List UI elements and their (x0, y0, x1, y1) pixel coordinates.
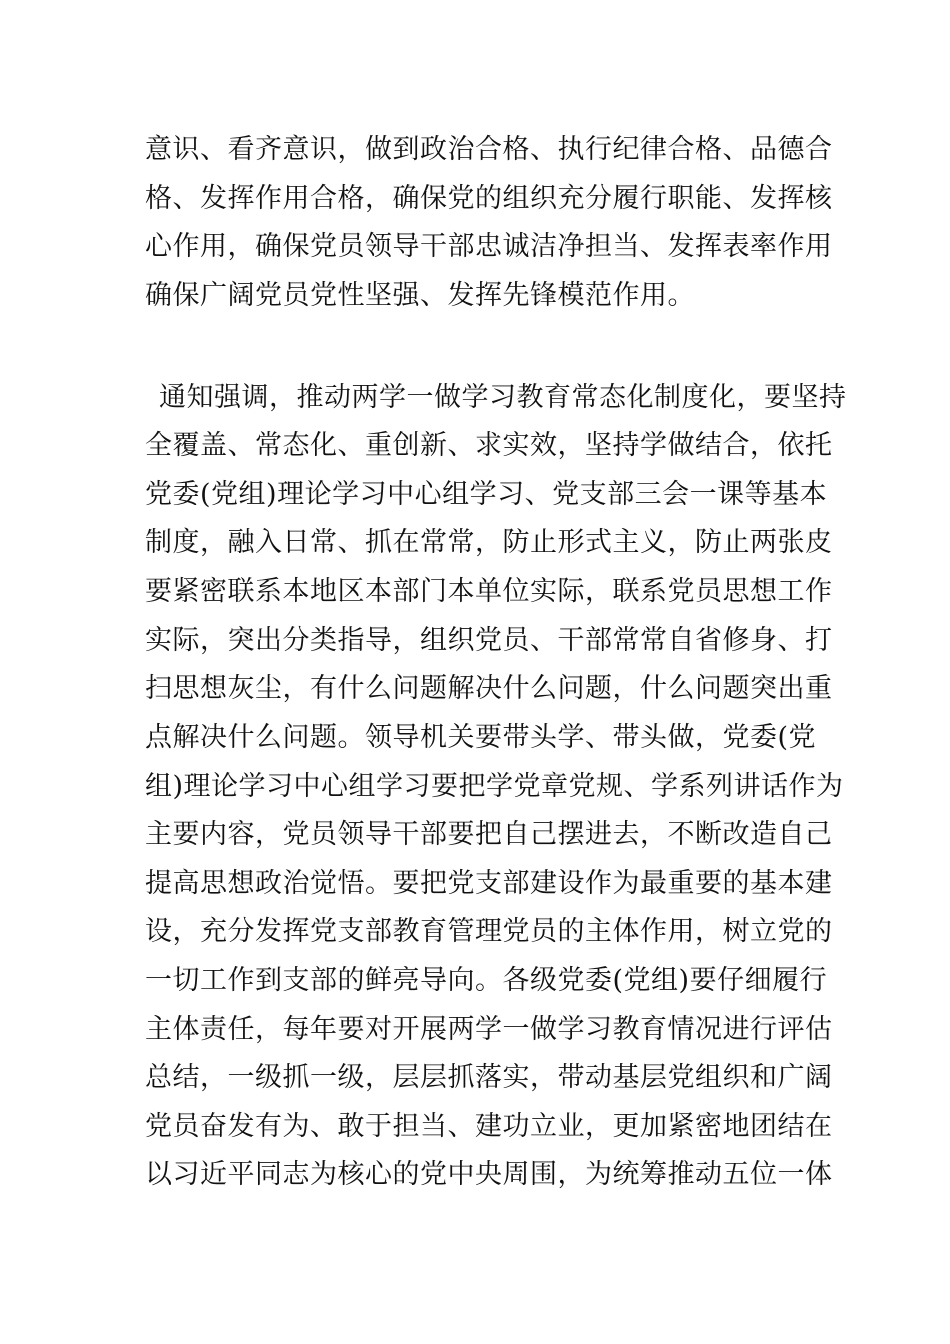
paragraph-2-line-13: 一切工作到支部的鲜亮导向。各级党委(党组)要仔细履行 (145, 965, 828, 996)
paragraph-2-line-16: 党员奋发有为、敢于担当、建功立业，更加紧密地团结在 (145, 1111, 833, 1142)
paragraph-2-line-6: 实际，突出分类指导，组织党员、干部常常自省修身、打 (145, 625, 833, 656)
paragraph-2-line-9: 组)理论学习中心组学习要把学党章党规、学系列讲话作为 (145, 771, 844, 802)
paragraph-2-line-5: 要紧密联系本地区本部门本单位实际，联系党员思想工作 (145, 576, 833, 607)
paragraph-1-line-2: 格、发挥作用合格，确保党的组织充分履行职能、发挥核 (145, 183, 833, 214)
paragraph-2-line-14: 主体责任，每年要对开展两学一做学习教育情况进行评估 (145, 1014, 833, 1045)
paragraph-1-line-1: 意识、看齐意识，做到政治合格、执行纪律合格、品德合 (145, 134, 833, 165)
paragraph-1-line-4: 确保广阔党员党性坚强、发挥先锋模范作用。 (145, 280, 695, 311)
paragraph-2-line-10: 主要内容，党员领导干部要把自己摆进去，不断改造自己 (145, 819, 833, 850)
paragraph-2-line-12: 设，充分发挥党支部教育管理党员的主体作用，树立党的 (145, 916, 833, 947)
paragraph-2-line-17: 以习近平同志为核心的党中央周围，为统筹推动五位一体 (145, 1159, 833, 1190)
paragraph-2-line-3: 党委(党组)理论学习中心组学习、党支部三会一课等基本 (145, 479, 828, 510)
paragraph-2-line-2: 全覆盖、常态化、重创新、求实效，坚持学做结合，依托 (145, 430, 833, 461)
paragraph-2-line-11: 提高思想政治觉悟。要把党支部建设作为最重要的基本建 (145, 868, 833, 899)
paragraph-2-line-4: 制度，融入日常、抓在常常，防止形式主义，防止两张皮 (145, 527, 833, 558)
paragraph-2-line-8: 点解决什么问题。领导机关要带头学、带头做，党委(党 (145, 722, 817, 753)
paragraph-1-line-3: 心作用，确保党员领导干部忠诚洁净担当、发挥表率作用 (145, 231, 833, 262)
paragraph-2-line-7: 扫思想灰尘，有什么问题解决什么问题，什么问题突出重 (145, 673, 833, 704)
paragraph-2-line-1: 通知强调，推动两学一做学习教育常态化制度化，要坚持 (159, 382, 847, 413)
paragraph-2-line-15: 总结，一级抓一级，层层抓落实，带动基层党组织和广阔 (145, 1062, 833, 1093)
